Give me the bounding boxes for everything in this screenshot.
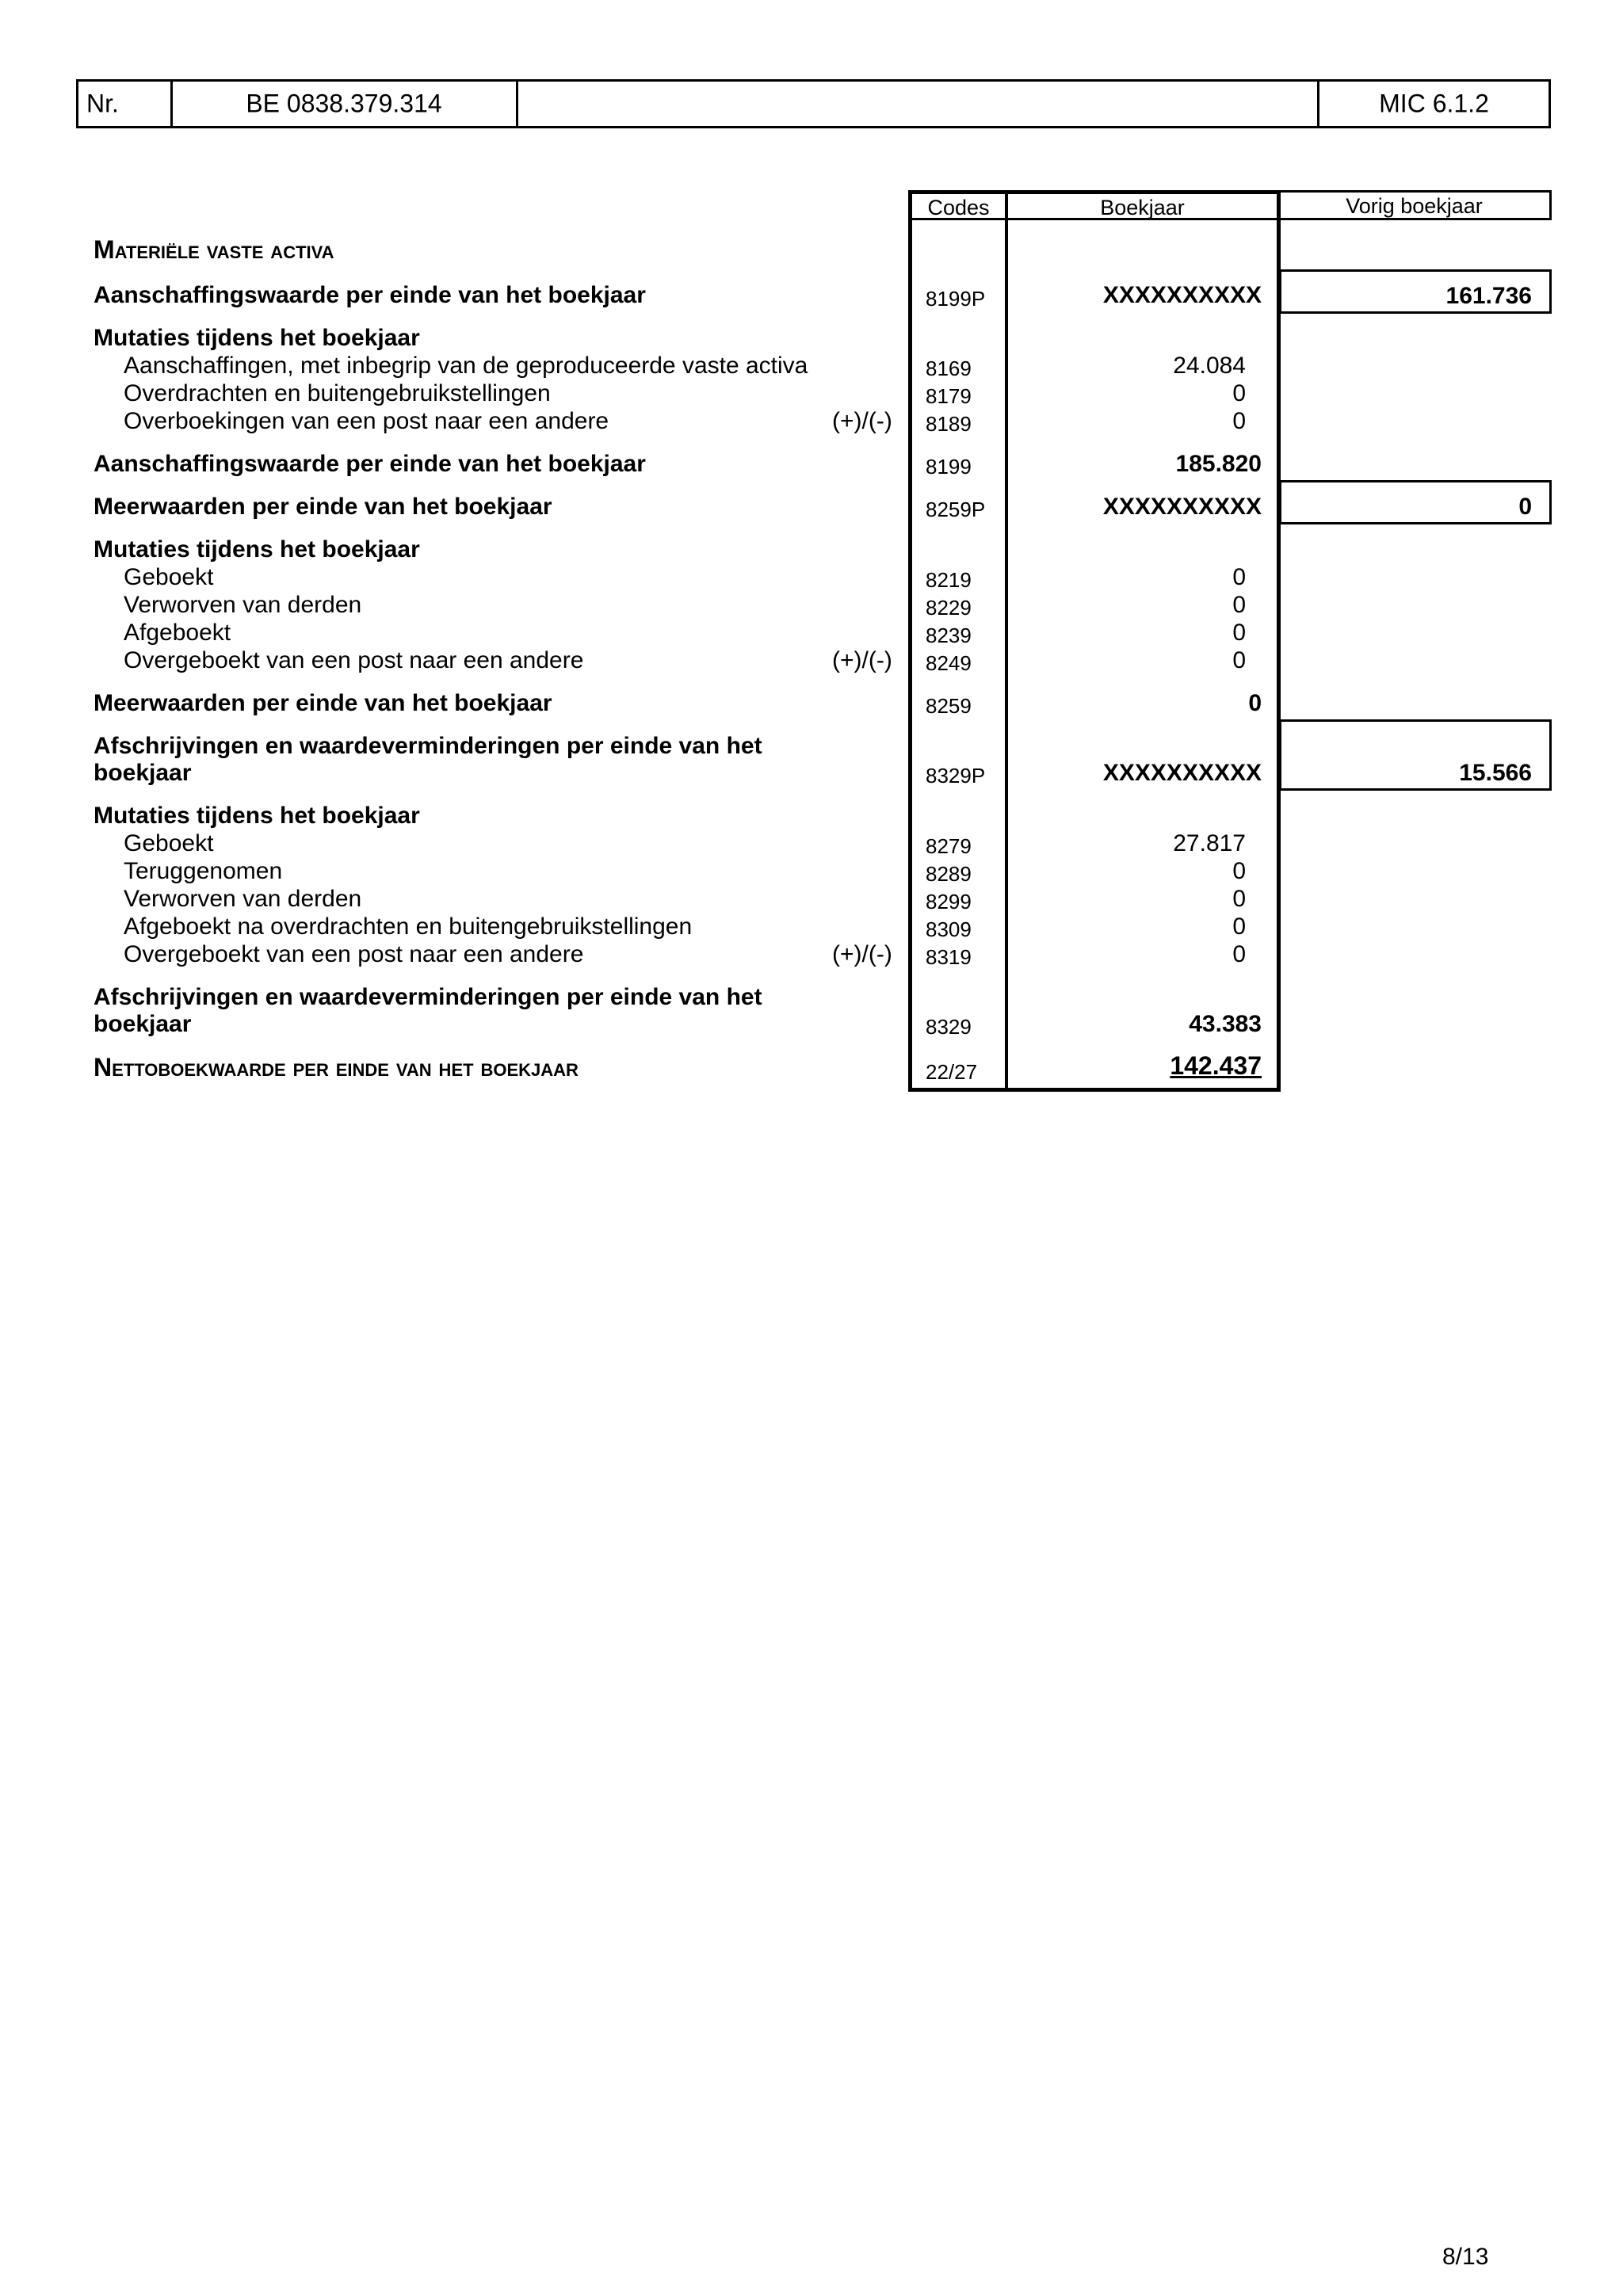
row-code: 8329P <box>926 764 986 788</box>
vorig-boekjaar-box <box>1279 719 1552 791</box>
column-header-boekjaar: Boekjaar <box>1005 190 1281 220</box>
row-label: Geboekt <box>124 564 214 590</box>
row-label: Aanschaffingswaarde per einde van het boekjaar <box>94 451 646 477</box>
row-label: Afschrijvingen en waardeverminderingen per einde van het <box>94 984 762 1010</box>
row-code: 8249 <box>926 651 972 675</box>
row-label: Afgeboekt na overdrachten en buitengebruikstellingen <box>124 913 693 940</box>
header-divider <box>170 82 173 126</box>
row-boekjaar: 24.084 <box>1173 353 1246 379</box>
row-boekjaar: 0 <box>1232 913 1246 940</box>
row-code: 8219 <box>926 568 972 592</box>
row-boekjaar: 0 <box>1232 620 1246 646</box>
row-label-continued: boekjaar <box>94 760 192 786</box>
row-code: 22/27 <box>926 1060 978 1084</box>
row-boekjaar: XXXXXXXXXX <box>1102 282 1262 308</box>
row-code: 8179 <box>926 384 972 408</box>
row-label-net-book-value: Nettoboekwaarde per einde van het boekjaar <box>94 1053 579 1081</box>
column-header-vorig-boekjaar: Vorig boekjaar <box>1279 190 1552 220</box>
row-code: 8239 <box>926 624 972 647</box>
row-boekjaar: 0 <box>1232 941 1246 967</box>
row-boekjaar: 0 <box>1232 380 1246 406</box>
row-label: Verworven van derden <box>124 886 362 912</box>
row-code: 8199 <box>926 455 972 479</box>
row-label: Meerwaarden per einde van het boekjaar <box>94 494 552 520</box>
row-label: Meerwaarden per einde van het boekjaar <box>94 690 552 716</box>
column-divider <box>1005 190 1008 1092</box>
row-label-continued: boekjaar <box>94 1011 192 1037</box>
sign-indicator: (+)/(-) <box>832 941 892 967</box>
row-label: Verworven van derden <box>124 592 362 618</box>
row-label: Afgeboekt <box>124 620 231 646</box>
row-code: 8169 <box>926 357 972 380</box>
row-label: Overdrachten en buitengebruikstellingen <box>124 380 551 406</box>
row-label: Afschrijvingen en waardeverminderingen per einde van het <box>94 733 762 759</box>
nr-label: Nr. <box>86 89 119 118</box>
row-code: 8259 <box>926 694 972 718</box>
company-number: BE 0838.379.314 <box>246 89 442 118</box>
row-boekjaar: 185.820 <box>1175 451 1262 477</box>
row-code: 8189 <box>926 412 972 436</box>
row-label: Overboekingen van een post naar een andere <box>124 408 609 434</box>
sign-indicator: (+)/(-) <box>832 408 892 434</box>
row-boekjaar: 0 <box>1232 592 1246 618</box>
row-vorig: 161.736 <box>1445 283 1532 309</box>
row-code: 8309 <box>926 917 972 941</box>
header-nr-box <box>76 79 518 128</box>
row-code: 8259P <box>926 498 986 521</box>
header-spacer-box <box>516 79 1319 128</box>
row-boekjaar: 0 <box>1232 408 1246 434</box>
row-code: 8329 <box>926 1015 972 1039</box>
row-boekjaar: XXXXXXXXXX <box>1102 494 1262 520</box>
vorig-boekjaar-box <box>1279 269 1552 314</box>
row-boekjaar: 27.817 <box>1173 830 1246 856</box>
row-label: Geboekt <box>124 830 214 856</box>
row-boekjaar: 0 <box>1232 886 1246 912</box>
row-code: 8299 <box>926 890 972 913</box>
form-code-box <box>1317 79 1551 128</box>
row-label: Aanschaffingen, met inbegrip van de geproduceerde vaste activa <box>124 353 808 379</box>
row-label: Teruggenomen <box>124 858 283 884</box>
row-code: 8319 <box>926 945 972 969</box>
page-number: 8/13 <box>1442 2244 1489 2270</box>
row-label: Mutaties tijdens het boekjaar <box>94 803 420 829</box>
row-label: Aanschaffingswaarde per einde van het boekjaar <box>94 282 646 308</box>
row-code: 8229 <box>926 596 972 620</box>
column-header-codes: Codes <box>908 190 1006 220</box>
sign-indicator: (+)/(-) <box>832 647 892 673</box>
form-code: MIC 6.1.2 <box>1379 89 1489 118</box>
row-vorig: 15.566 <box>1459 760 1532 786</box>
row-code: 8289 <box>926 862 972 886</box>
row-boekjaar: 0 <box>1232 858 1246 884</box>
row-code: 8279 <box>926 834 972 858</box>
row-vorig: 0 <box>1518 494 1532 520</box>
row-label: Mutaties tijdens het boekjaar <box>94 325 420 351</box>
row-code: 8199P <box>926 287 986 311</box>
row-label: Overgeboekt van een post naar een andere <box>124 647 584 673</box>
row-label: Overgeboekt van een post naar een andere <box>124 941 584 967</box>
vorig-boekjaar-box <box>1279 480 1552 524</box>
row-boekjaar: XXXXXXXXXX <box>1102 760 1262 786</box>
row-boekjaar: 0 <box>1232 647 1246 673</box>
row-boekjaar: 43.383 <box>1189 1011 1262 1037</box>
section-title: Materiële vaste activa <box>94 235 334 264</box>
row-boekjaar: 0 <box>1232 564 1246 590</box>
row-label: Mutaties tijdens het boekjaar <box>94 536 420 563</box>
row-boekjaar-total: 142.437 <box>1170 1051 1262 1080</box>
row-boekjaar: 0 <box>1248 690 1262 716</box>
